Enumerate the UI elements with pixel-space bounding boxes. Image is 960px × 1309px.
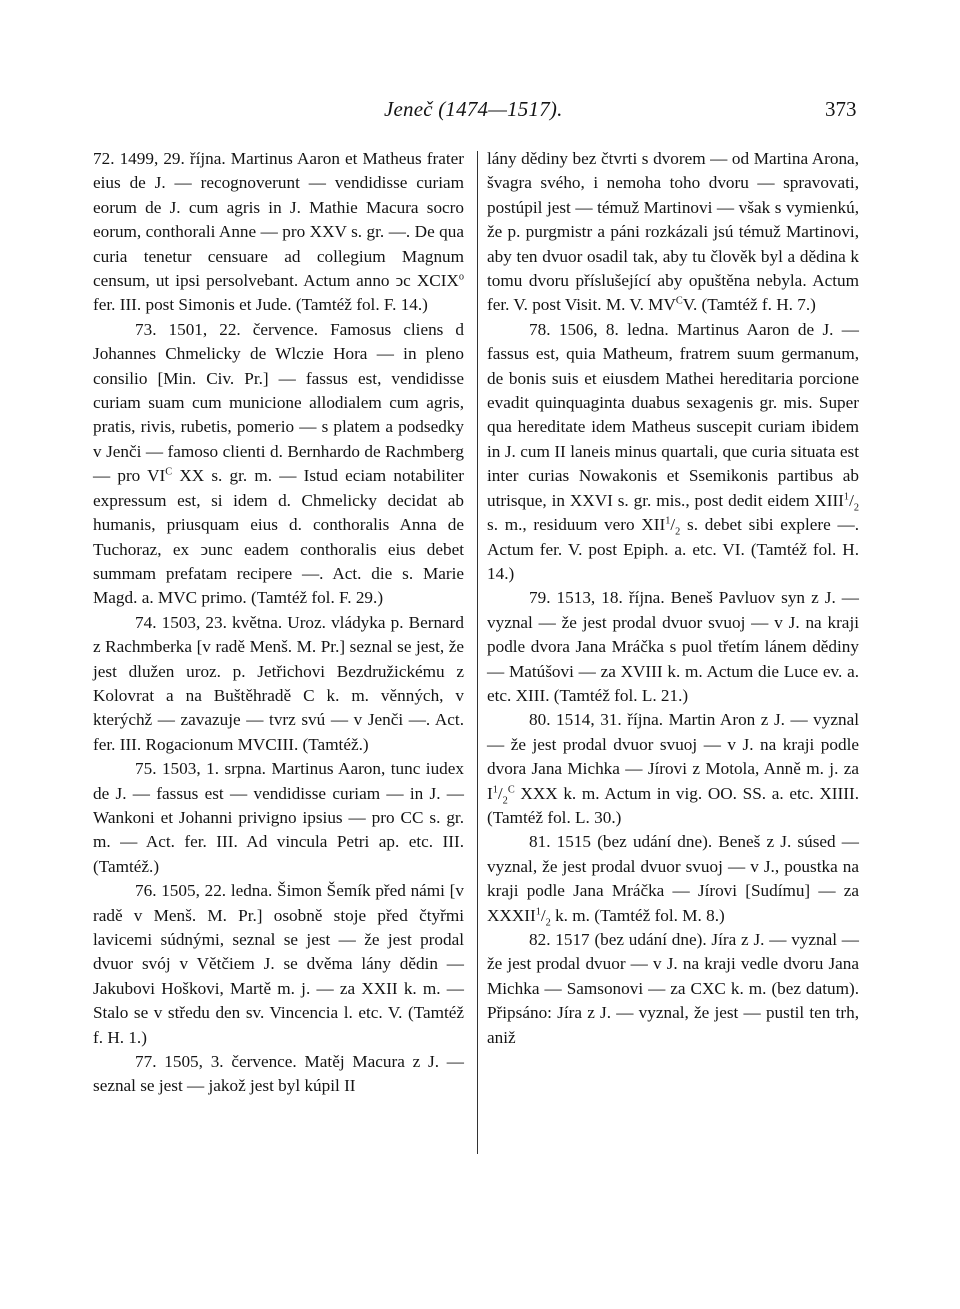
- entry-77: 77. 1505, 3. července. Matěj Macura z J. — seznal se jest — jakož jest byl kúpil II: [93, 1052, 464, 1096]
- running-title: Jeneč (1474—1517).: [384, 97, 563, 121]
- entry-79: 79. 1513, 18. října. Beneš Pavluov syn z J. — vyznal — že jest prodal dvuor svuoj — v J. na kraji podle dvora Jana Mráčka s puol třetím lánem dědiny — Matúšovi — za XVIII k. m. Actum die Luce ev. a. etc. XIII. (Tamtéž fol. L. 21.): [487, 588, 859, 705]
- page-header: [0, 97, 960, 125]
- entry-74: 74. 1503, 23. května. Uroz. vládyka p. Bernard z Rachmberka [v radě Menš. M. Pr.] seznal se jest, že jest dlužen uroz. p. Jetřichovi Bezdružickému z Kolovrat a na Buštěhradě C k. m. věnných, v kterýchž — zavazuje — tvrz svú — v Jenči —. Act. fer. III. Rogacionum MVCIII. (Tamtéž.): [93, 612, 464, 754]
- entry-72: 72. 1499, 29. října. Martinus Aaron et Matheus frater eius de J. — recognoverunt — vendidisse curiam eorum de J. cum agris in J. Mathie Macura socro eorum, conthorali Anne — pro XXV s. gr. —. De qua curia tenetur censuare ad collegium Magnum censum, ut ipsi persolvebant. Actum anno ↄc XCIX$^o$ fer. III. post Simonis et Jude. (Tamtéž fol. F. 14.): [93, 149, 464, 315]
- entry-76: 76. 1505, 22. ledna. Šimon Šemík před námi [v radě v Menš. M. Pr.] osobně stoje před čtyřmi lavicemi súdnými, seznal se jest — že jest prodal dvuor svój v Větčiem J. se dvěma lány dědin — Jakubovi Hoškovi, Martě m. j. — za XXII k. m. — Stalo se v středu den sv. Vincencia l. etc. V. (Tamtéž f. H. 1.): [93, 881, 464, 1047]
- column-divider: [477, 151, 478, 1154]
- page-number: 373: [825, 97, 857, 121]
- entry-78: 78. 1506, 8. ledna. Martinus Aaron de J. — fassus est, quia Matheum, fratrem suum germanum, de bonis suis et eiusdem Mathei hereditaria porcione evadit quinquaginta duabus sexagenis gr. mis. Super qua hereditate idem Matheus suscepit curiam ibidem in J. cum II laneis minus quartali, que curia situata est inter curias Nowakonis et Ssemikonis partibus ab utrisque, in XXVI s. gr. mis., post dedit eidem $XIII^1/_2$ s. m., residuum vero $XII^1/_2$ s. debet sibi explere —. Actum fer. V. post Epiph. a. etc. VI. (Tamtéž fol. H. 14.): [487, 319, 859, 583]
- entry-82: 82. 1517 (bez udání dne). Jíra z J. — vyznal — že jest prodal dvuor — v J. na kraji vedle dvoru Jana Michka — Samsonovi — za CXC k. m. (bez datum). Připsáno: Jíra z J. — vyznal, že jest — pustil ten trh, aniž: [487, 930, 859, 1047]
- entry-73: 73. 1501, 22. července. Famosus cliens d Johannes Chmelicky de Wlczie Hora — in pleno consilio [Min. Civ. Pr.] — fassus est, vendidisse curiam suam cum municione allodialem cum agris, pratis, rivis, rubetis, pomerio — s platem a podsedky v Jenči — famoso clienti d. Bernhardo de Rachmberg — pro $VI^C$ XX s. gr. m. — Istud eciam notabiliter expressum est, si idem d. Chmelicky decidat ab humanis, priusquam eius d. conthoralis Anna de Tuchoraz, ex ↄunc eadem conthoralis eius debet summam prefatam recipere —. Act. die s. Marie Magd. a. MVC primo. (Tamtéž fol. F. 29.): [93, 319, 464, 608]
- entry-77-continued: lány dědiny bez čtvrti s dvorem — od Martina Arona, švagra svého, i nemoha toho dvoru — spravovati, postúpil jest — témuž Martinovi — však s vymienkú, že p. purgmistr a páni rozkázali jsú témuž Martinovi, aby ten dvuor osadil tak, aby tu člověk byl a dědina k tomu dvoru příslušející aby opuštěna nebyla. Actum fer. V. post Visit. M. V. $MV^CV$. (Tamtéž f. H. 7.): [487, 149, 859, 315]
- entry-81: 81. 1515 (bez udání dne). Beneš z J. súsed — vyznal, že jest prodal dvuor svuoj — v J., poustka na kraji podle Jana Mráčka — Jírovi [Sudímu] — za $XXXII^1/_2$ k. m. (Tamtéž fol. M. 8.): [487, 832, 859, 929]
- left-column: [93, 147, 464, 1099]
- entry-80: 80. 1514, 31. října. Martin Aron z J. — vyznal — že jest prodal dvuor svuoj — v J. na kraji podle dvora Jana Michka — Jírovi z Motola, Anně m. j. za $I^1/_2^C$ XXX k. m. Actum in vig. OO. SS. a. etc. XIIII. (Tamtéž fol. L. 30.): [487, 710, 859, 827]
- entry-75: 75. 1503, 1. srpna. Martinus Aaron, tunc iudex de J. — fassus est — vendidisse curiam — in J. — Wankoni et Johanni privigno ipsius — pro CC s. gr. m. — Act. fer. III. Ad vincula Petri ap. etc. III. (Tamtéž.): [93, 759, 464, 876]
- right-column: [487, 147, 859, 1050]
